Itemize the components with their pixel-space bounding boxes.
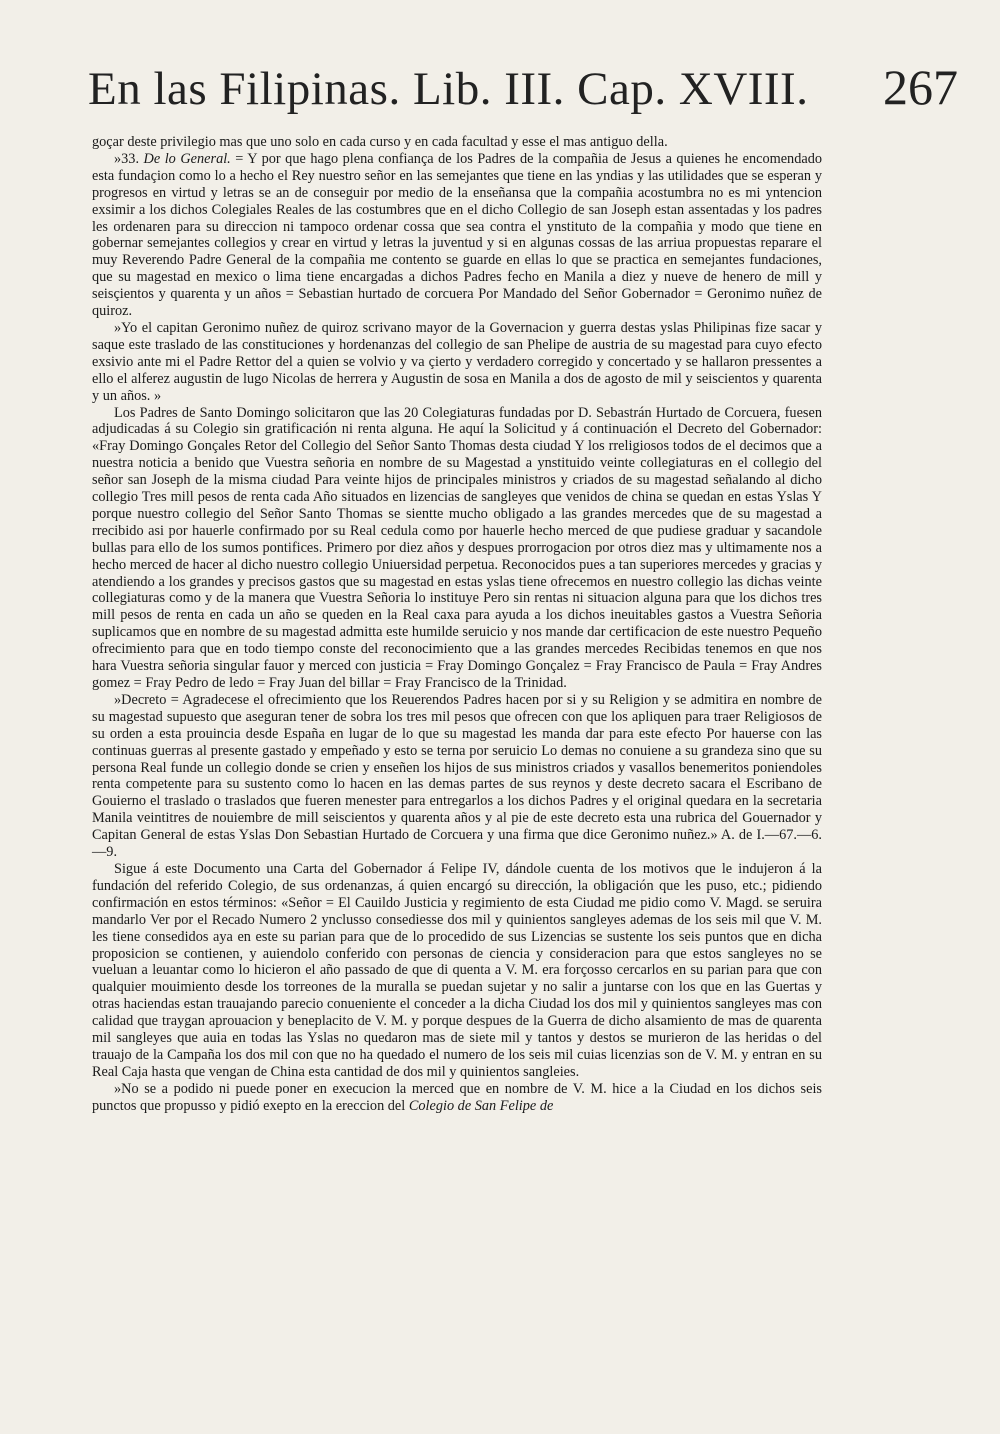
paragraph-text: »No se a podido ni puede poner en execucion la merced que en nombre de V. M. hice a la Ciudad en los dichos seis punctos que propusso y pidió exepto en la ereccion del xyxy=(92,1080,822,1114)
paragraph-text: Los Padres de Santo Domingo solicitaron que las 20 Colegiaturas fundadas por D. Sebastrán Hurtado de Corcuera, fuesen adjudicadas á su Colegio sin gratificación ni renta alguna. He aquí la Solicitud y á continuación el Decreto del Gobernador: «Fray Domingo Gonçales Retor del Collegio del Señor Santo Thomas desta ciudad Y los rreligiosos todos de el decimos que a nuestra noticia a benido que Vuestra señoria en nombre de su Magestad a ynstituido veinte collegiaturas en el collegio del señor san Joseph de la misma ciudad Para veinte hijos de principales ministros y criados de su magestad señalando al dicho collegio Tres mill pesos de renta cada Año situados en lizencias de sangleyes que venidos de china se quedan en estas Yslas Y porque nuestro collegio del Señor Santo Thomas se sientte mucho obligado a las grandes mercedes que de su magestad a rrecibido asi por hauerle confirmado por su Real cedula como por hauerle hecho merced de que pudiese graduar y sacandole bullas para ello de los sumos pontifices. Primero por diez años y despues prorrogacion por otros diez mas y ultimamente nos a hecho merced de hacer al dicho nuestro collegio Uniuersidad perpetua. Reconocidos pues a tan superiores mercedes y gracias y atendiendo a los grandes y precisos gastos que su magestad en estas yslas tiene ofrecemos en nuestro collegio las dichas veinte collegiaturas como y de la manera que Vuestra Señoria lo instituye Pero sin rentas ni situacion alguna para que los dichos tres mill pesos de renta en cada un año se queden en la Real caxa para ayuda a los dichos ineuitables gastos a Vuestra Señoria suplicamos que en nombre de su magestad admitta este humilde seruicio y nos mande dar certificacion de este nuestro Pequeño ofrecimiento para que en todo tiempo conste del reconocimiento que a las grandes mercedes Recibidas tenemos en que nos hara Vuestra señoria singular fauor y merced con justicia = Fray Domingo Gonçalez = Fray Francisco de Paula = Fray Andres gomez = Fray Pedro de ledo = Fray Juan del billar = Fray Francisco de la Trinidad. xyxy=(92,404,822,691)
section-heading: De lo General. xyxy=(143,150,231,167)
paragraph xyxy=(92,134,822,151)
paragraph-text: »Decreto = Agradecese el ofrecimiento que los Reuerendos Padres hacen por si y su Religion y se admitira en nombre de su magestad supuesto que aseguran tener de sobra los tres mil pesos que ofrecen con que los apliquen para traer Religiosos de su orden a esta prouincia desde España en lugar de lo que su magestad les manda dar para este efecto Por hauerse con las continuas guerras al presente gastado y empeñado y esto se terna por seruicio Lo demas no conuiene a su grandeza sino que su persona Real funde un collegio donde se crien y enseñen los hijos de sus ministros criados y vasallos benemeritos poniendoles renta competente para su sustento como lo hacen en las demas partes de sus reynos y deste decreto sacara el Escribano de Gouierno el traslado o traslados que fueren menester para entregarlos a los dichos Padres y el original quedara en la secretaria Manila veintitres de nouiembre de mill seiscientos y quarenta años y al pie de este decreto esta una rubrica del Gouernador y Capitan General de estas Yslas Don Sebastian Hurtado de Corcuera y una firma que dice Geronimo nuñez.» A. de I.—67.—6.—9. xyxy=(92,691,822,861)
paragraph-text: »Yo el capitan Geronimo nuñez de quiroz scrivano mayor de la Governacion y guerra destas yslas Philipinas fize sacar y saque este traslado de las constituciones y hordenanzas del collegio de san Phelipe de austria de su magestad para cuyo efecto exsivio ante mi el Padre Rettor del a quien se volvio y va çierto y verdadero corregido y concertado y se hallaron pressentes a ello el alferez augustin de lugo Nicolas de herrera y Augustin de sosa en Manila a dos de agosto de mil y seiscientos y quarenta y un años. » xyxy=(92,319,822,404)
paragraph-text: Sigue á este Documento una Carta del Gobernador á Felipe IV, dándole cuenta de los motivos que le indujeron á la fundación del referido Colegio, de sus ordenanzas, á quien encargó su dirección, la obligación que les puso, etc.; pidiendo confirmación en estos términos: «Señor = El Cauildo Justicia y regimiento de esta Ciudad me pidio como V. Magd. se seruira mandarlo Ver por el Recado Numero 2 ynclusso consediesse dos mil y quinientos sangleyes ademas de los seis mil que V. M. les tiene consedidos aya en este su parian para que de lo procedido de sus Lizencias se sustente los seis puntos que en dicha proposicion se contienen, y auiendolo conferido con personas de ciencia y consideracion para que estos sangleyes no se vueluan a leuantar como lo hicieron el año passado de que di quenta a V. M. era forçosso cercarlos en su parian para que con qualquier mouimiento desde los torreones de la muralla se puedan sujetar y no salir a juntarse con los que en las Guertas y otras haciendas estan trauajando parecio conueniente el conceder a la dicha Ciudad los dos mil y quinientos sangleyes mas con calidad que traygan aprouacion y beneplacito de V. M. y porque despues de la Guerra de dicho alsamiento de mas de quarenta mil sangleyes que auia en todas las Yslas no quedaron mas de siete mil y tantos y destos se murieron de las heridas o del trauajo de la Campaña los dos mil con que no ha quedado el numero de los seis mil cuias licenzias son de V. M. y entran en su Real Caja hasta que vengan de China esta cantidad de dos mil y quinientos sangleies. xyxy=(92,860,822,1080)
body-text xyxy=(92,134,822,1115)
paragraph xyxy=(92,151,822,320)
paragraph xyxy=(92,320,822,405)
paragraph xyxy=(92,1081,822,1115)
running-title: En las Filipinas. Lib. III. Cap. XVIII. xyxy=(88,63,809,115)
paragraph xyxy=(92,861,822,1081)
page-number: 267 xyxy=(883,59,958,115)
paragraph xyxy=(92,405,822,692)
paragraph-text: goçar deste privilegio mas que uno solo en cada curso y en cada facultad y esse el mas antiguo della. xyxy=(92,134,668,150)
page-header xyxy=(88,58,958,116)
paragraph xyxy=(92,692,822,861)
paragraph-text: = Y por que hago plena confiança de los Padres de la compañia de Jesus a quienes he encomendado esta fundaçion como lo a hecho el Rey nuestro señor en las semejantes que tiene en las yndias y las utilidades que se esperan y progresos en virtud y letras se an de conseguir por medio de la enseñansa que la compañia acostumbra no es mi yntencion exsimir a los dichos Colegiales Reales de las costumbres que en el dicho Collegio de san Joseph estan assentadas y los padres les ordenaren para su direccion ni tampoco ordenar cossa que sea contra el ynstituto de la compañia y modo que tiene en gobernar semejantes collegios y crear en virtud y letras la juventud y si en algunas cossas de las arriua propuestas reparare el muy Reverendo Padre General de la compañia me contento se guarde en ellas lo que se practica en semejantes fundaciones, que su magestad en mexico o lima tiene encargadas a dichos Padres fecho en Manila a diez y nueve de henero de mill y seisçientos y quarenta y un años = Sebastian hurtado de corcuera Por Mandado del Señor Gobernador = Geronimo nuñez de quiroz. xyxy=(92,150,822,320)
italic-continuation: Colegio de San Felipe de xyxy=(408,1097,554,1114)
paragraph-prefix: »33. xyxy=(114,150,144,167)
